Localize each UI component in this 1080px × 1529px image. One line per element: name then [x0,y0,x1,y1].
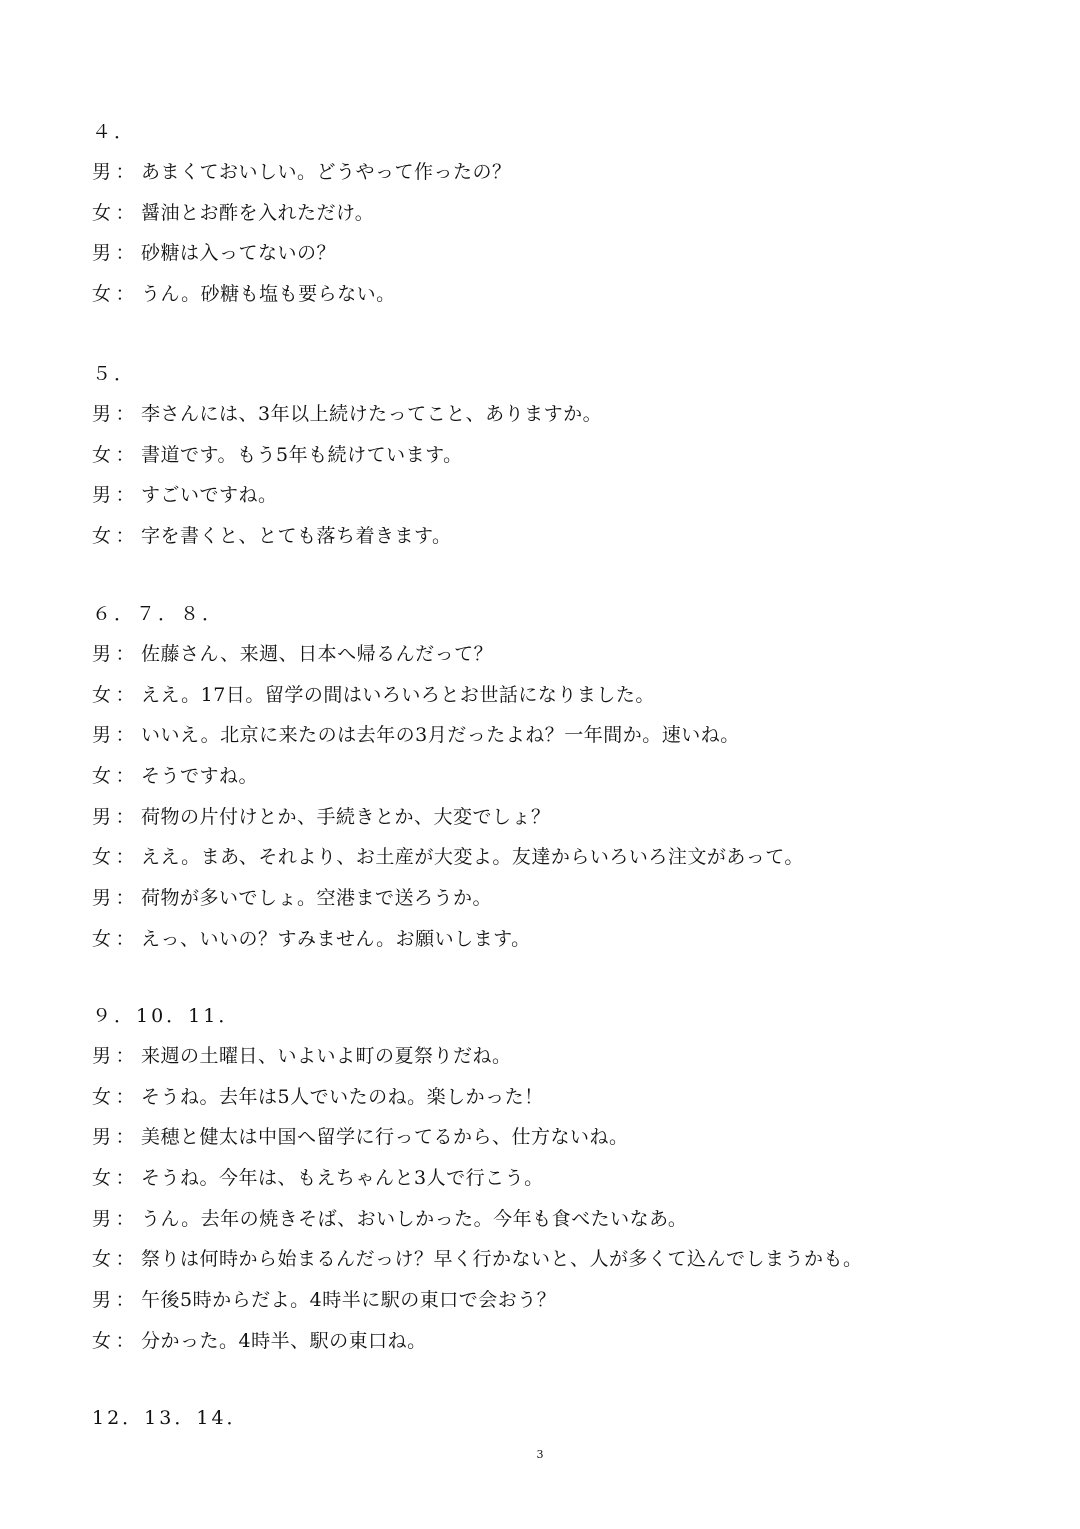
dialogue-text: 字を書くと、とても落ち着きます。 [141,525,452,548]
speaker-separator: ： [115,683,136,706]
speaker-label: 男 [92,643,112,665]
dialogue-line [92,634,1032,675]
speaker-separator: ： [115,805,136,828]
speaker-label: 男 [92,484,112,507]
dialogue-line [92,1158,1032,1199]
dialogue-section-6-7-8 [92,594,1032,960]
speaker-label: 男 [92,1126,112,1149]
section-heading: ４． [92,121,137,143]
dialogue-text: 醤油とお酢を入れただけ。 [141,201,375,224]
speaker-separator: ： [115,1207,136,1230]
dialogue-text: ええ。17日。留学の間はいろいろとお世話になりました。 [141,683,655,706]
speaker-separator: ： [115,765,136,788]
speaker-separator: ： [115,1085,136,1108]
speaker-separator: ： [115,846,136,869]
dialogue-text: 佐藤さん、来週、日本へ帰るんだって？ [141,643,494,665]
dialogue-line [92,675,1032,716]
dialogue-line [92,475,1032,516]
dialogue-line [92,919,1032,960]
speaker-label: 男 [92,403,112,425]
page-number: 3 [536,1448,544,1461]
dialogue-text: いいえ。北京に来たのは去年の3月だったよね？一年間か。速いね。 [141,724,740,747]
dialogue-line [92,715,1032,756]
dialogue-text: 李さんには、3年以上続けたってこと、ありますか。 [141,403,603,425]
speaker-separator: ： [115,724,136,747]
dialogue-text: すごいですね。 [141,484,278,507]
dialogue-section-9-10-11 [92,996,1032,1362]
dialogue-text: そうね。去年は5人でいたのね。楽しかった！ [141,1085,544,1108]
dialogue-section-5 [92,354,1032,557]
dialogue-line [92,1321,1032,1362]
speaker-separator: ： [115,161,136,183]
section-heading: 12．13．14． [92,1407,249,1429]
dialogue-line [92,516,1032,557]
speaker-separator: ： [115,643,136,665]
dialogue-text: ええ。まあ、それより、お土産が大変よ。友達からいろいろ注文があって。 [141,846,804,869]
speaker-separator: ： [115,887,136,910]
dialogue-text: 書道です。もう5年も続けています。 [141,443,463,466]
dialogue-line [92,878,1032,919]
dialogue-text: うん。砂糖も塩も要らない。 [141,283,396,306]
dialogue-line [92,837,1032,878]
dialogue-text: うん。去年の焼きそば、おいしかった。今年も食べたいなあ。 [141,1207,688,1230]
dialogue-text: そうですね。 [141,765,259,788]
dialogue-text: 来週の土曜日、いよいよ町の夏祭りだね。 [141,1045,512,1067]
speaker-separator: ： [115,484,136,507]
speaker-label: 女 [92,927,112,950]
dialogue-line [92,797,1032,838]
dialogue-text: 美穂と健太は中国へ留学に行ってるから、仕方ないね。 [141,1126,629,1149]
dialogue-section-4 [92,112,1032,315]
speaker-label: 女 [92,1085,112,1108]
speaker-label: 女 [92,1167,112,1190]
dialogue-text: 砂糖は入ってないの？ [141,242,337,265]
speaker-label: 女 [92,765,112,788]
section-heading: ９．10．11． [92,1005,241,1027]
speaker-separator: ： [115,1289,136,1312]
dialogue-line [92,1239,1032,1280]
speaker-label: 男 [92,1207,112,1230]
dialogue-section-12-13-14 [92,1398,1032,1438]
speaker-label: 女 [92,1329,112,1352]
speaker-label: 女 [92,846,112,869]
speaker-label: 男 [92,1045,112,1067]
dialogue-line [92,1280,1032,1321]
speaker-separator: ： [115,1126,136,1149]
section-heading: ６．７．８． [92,603,225,625]
speaker-label: 女 [92,443,112,466]
dialogue-line [92,435,1032,476]
dialogue-line [92,152,1032,193]
dialogue-text: 分かった。4時半、駅の東口ね。 [141,1329,427,1352]
speaker-separator: ： [115,242,136,265]
dialogue-text: そうね。今年は、もえちゃんと3人で行こう。 [141,1167,544,1190]
speaker-separator: ： [115,403,136,425]
speaker-separator: ： [115,1248,136,1271]
dialogue-line [92,1117,1032,1158]
speaker-label: 男 [92,161,112,183]
speaker-separator: ： [115,201,136,224]
speaker-label: 男 [92,242,112,265]
dialogue-line [92,233,1032,274]
dialogue-text: 荷物が多いでしょ。空港まで送ろうか。 [141,887,493,910]
speaker-separator: ： [115,525,136,548]
speaker-label: 男 [92,1289,112,1312]
speaker-label: 女 [92,525,112,548]
dialogue-line [92,1036,1032,1077]
speaker-separator: ： [115,443,136,466]
speaker-label: 女 [92,201,112,224]
speaker-label: 女 [92,1248,112,1271]
speaker-separator: ： [115,283,136,306]
speaker-separator: ： [115,1045,136,1067]
speaker-separator: ： [115,927,136,950]
dialogue-line [92,756,1032,797]
dialogue-line [92,1077,1032,1118]
dialogue-text: 祭りは何時から始まるんだっけ？早く行かないと、人が多くて込んでしまうかも。 [141,1248,863,1271]
speaker-label: 男 [92,724,112,747]
section-heading: ５． [92,363,137,385]
dialogue-line [92,394,1032,435]
speaker-label: 男 [92,887,112,910]
speaker-separator: ： [115,1167,136,1190]
dialogue-text: 午後5時からだよ。4時半に駅の東口で会おう？ [141,1289,557,1312]
speaker-label: 女 [92,283,112,306]
dialogue-text: あまくておいしい。どうやって作ったの？ [141,161,512,183]
dialogue-text: 荷物の片付けとか、手続きとか、大変でしょ？ [141,805,551,828]
speaker-label: 男 [92,805,112,828]
speaker-label: 女 [92,683,112,706]
dialogue-line [92,193,1032,234]
dialogue-line [92,1199,1032,1240]
dialogue-line [92,274,1032,315]
dialogue-text: えっ、いいの？すみません。お願いします。 [141,927,531,950]
speaker-separator: ： [115,1329,136,1352]
